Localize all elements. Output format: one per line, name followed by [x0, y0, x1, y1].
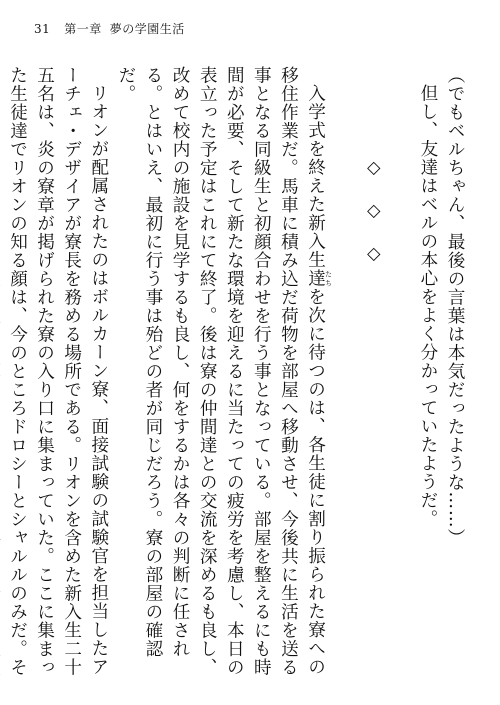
running-header [34, 20, 185, 37]
blank-line [333, 66, 360, 682]
paragraph-narration-2-rest: を次に待つのは、各生徒に割り振られた寮への移住作業だ。馬車に積み込だ荷物を部屋へ移動させ、今後共に生活を送る事となる同級生と初顔合わせを行う事となっている。部屋を整えるにも時間が必要、そして新たな環境を迎えるに当たっての疲労を考慮し、本日の表立った予定はこれにて終了。後は寮の仲間達との交流を深めるも良し、改めて校内の施設を見学するも良し、何をするかは各々の判断に任される。とはいえ、最初に行う事は殆どの者が同じだろう。寮の部屋の確認だ。 [115, 66, 326, 677]
chapter-label: 第一章 [64, 22, 102, 36]
paragraph-thought: （でもベルちゃん、最後の言葉は本気だったような……） [445, 66, 465, 547]
scene-separator: ◇◇◇ [363, 157, 384, 287]
ruby-base: 達 [305, 268, 326, 288]
page-number: 31 [34, 22, 51, 36]
ruby-reading: たち [324, 268, 333, 288]
paragraph-narration-1: 但し、友達はベルの本心をよく分かっていたようだ。 [417, 83, 438, 528]
paragraph-narration-2 [112, 66, 333, 682]
ruby-tachi [305, 268, 333, 288]
chapter-title: 夢の学園生活 [109, 22, 185, 36]
blank-line [387, 66, 414, 682]
vertical-text-body [7, 66, 468, 682]
paragraph-narration-3: リオンが配属されたのはボルカーン寮、面接試験の試験官を担当したアーチェ・デザイアが寮長を務める場所である。リオンを含めた新入生二十五名は、炎の寮章が掲げられた寮の入り口に集まっていた。ここに集まった生徒達でリオンの知る顔は、今のところドロシーとシャルルのみだ。そ [7, 66, 109, 677]
paragraph-narration-2-start: 入学式を終えた新入生 [305, 83, 326, 269]
